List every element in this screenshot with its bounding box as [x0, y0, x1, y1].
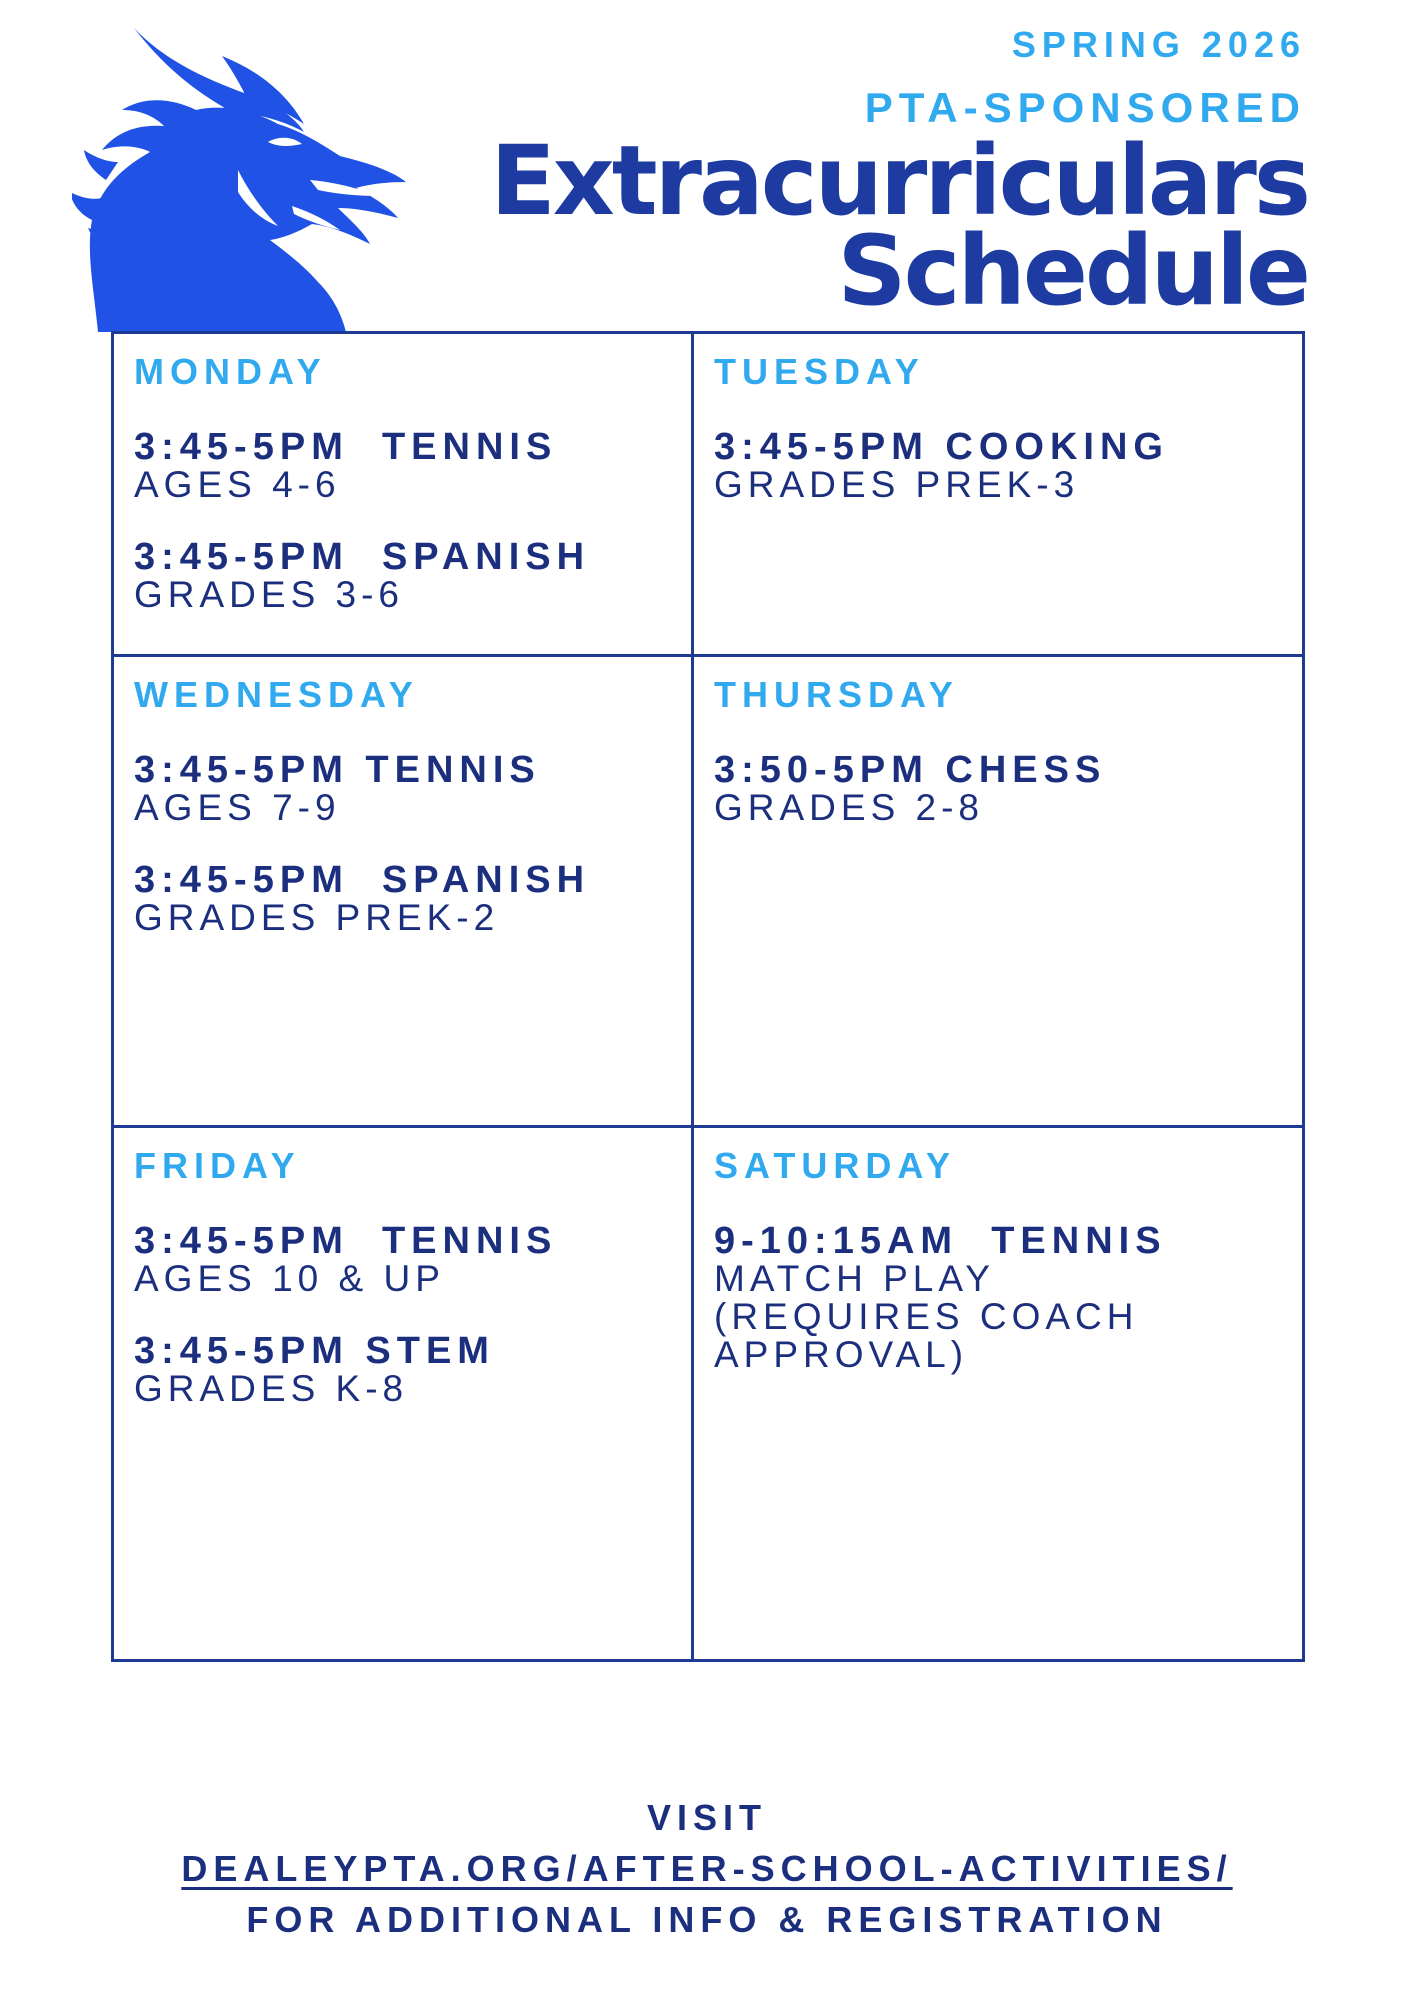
footer-link-line — [0, 1848, 1414, 1890]
activity-audience: AGES 7-9 — [134, 787, 341, 828]
activity-item — [134, 1222, 671, 1298]
day-cell-friday — [114, 1128, 691, 1659]
day-heading: SATURDAY — [714, 1145, 957, 1186]
day-cell-saturday — [694, 1128, 1302, 1659]
footer-info-label: FOR ADDITIONAL INFO & REGISTRATION — [246, 1899, 1168, 1940]
activity-audience: GRADES K-8 — [134, 1368, 409, 1409]
activity-audience: GRADES PREK-2 — [134, 897, 500, 938]
day-cell-thursday — [694, 657, 1302, 1125]
activity-time-title: 3:45-5PM SPANISH — [134, 536, 591, 578]
schedule-grid — [111, 331, 1305, 1662]
page-title — [490, 125, 1308, 327]
day-heading: MONDAY — [134, 351, 327, 392]
footer-visit-label: VISIT — [646, 1797, 768, 1838]
day-heading: THURSDAY — [714, 674, 959, 715]
day-cell-tuesday — [694, 334, 1302, 654]
activity-item — [714, 1222, 1282, 1374]
activity-audience: MATCH PLAY (REQUIRES COACH APPROVAL) — [714, 1258, 1139, 1375]
activity-item — [134, 538, 671, 614]
activity-item — [714, 428, 1282, 504]
activity-audience: GRADES 3-6 — [134, 574, 405, 615]
activity-audience: AGES 4-6 — [134, 464, 341, 505]
activity-item — [714, 751, 1282, 827]
activity-time-title: 9-10:15AM TENNIS — [714, 1220, 1167, 1262]
sponsor-label: PTA-SPONSORED — [864, 84, 1306, 131]
day-cell-wednesday — [114, 657, 691, 1125]
day-heading: FRIDAY — [134, 1145, 301, 1186]
day-heading: WEDNESDAY — [134, 674, 419, 715]
day-cell-monday — [114, 334, 691, 654]
activity-audience: GRADES PREK-3 — [714, 464, 1080, 505]
day-heading: TUESDAY — [714, 351, 925, 392]
activity-time-title: 3:45-5PM TENNIS — [134, 426, 558, 468]
registration-link[interactable]: DEALEYPTA.ORG/AFTER-SCHOOL-ACTIVITIES/ — [181, 1848, 1233, 1889]
activity-time-title: 3:45-5PM COOKING — [714, 426, 1169, 468]
activity-audience: AGES 10 & UP — [134, 1258, 445, 1299]
season-label: SPRING 2026 — [1011, 24, 1306, 65]
title-line-1: Extracurriculars — [490, 125, 1308, 237]
activity-time-title: 3:45-5PM STEM — [134, 1330, 495, 1372]
activity-time-title: 3:50-5PM CHESS — [714, 749, 1107, 791]
activity-item — [134, 428, 671, 504]
activity-audience: GRADES 2-8 — [714, 787, 985, 828]
activity-item — [134, 751, 671, 827]
activity-time-title: 3:45-5PM TENNIS — [134, 1220, 558, 1262]
activity-time-title: 3:45-5PM SPANISH — [134, 859, 591, 901]
activity-item — [134, 1332, 671, 1408]
title-line-2: Schedule — [837, 215, 1308, 327]
activity-item — [134, 861, 671, 937]
dragon-head-icon — [72, 20, 422, 332]
activity-time-title: 3:45-5PM TENNIS — [134, 749, 541, 791]
